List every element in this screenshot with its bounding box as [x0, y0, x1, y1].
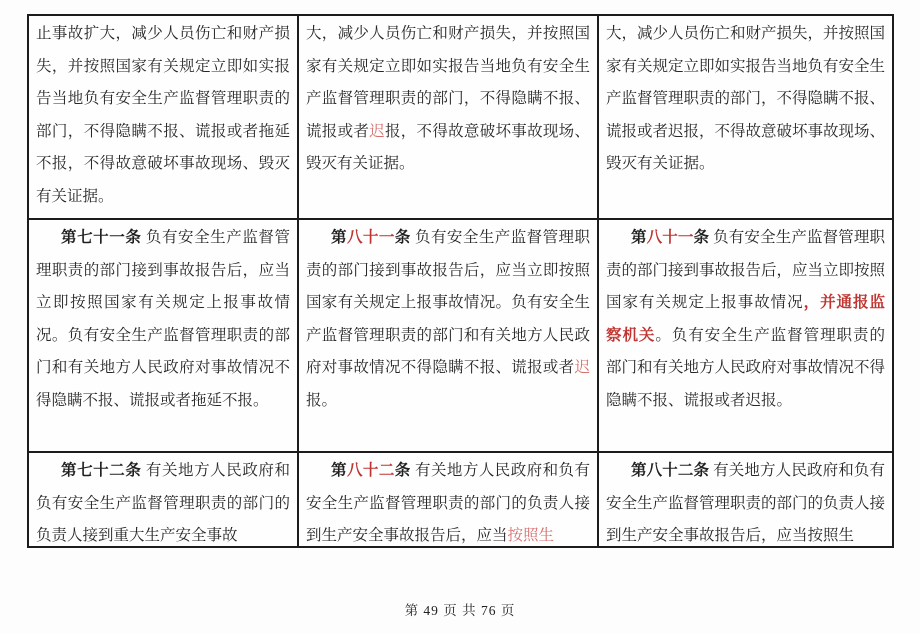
- text-segment: 迟: [574, 359, 590, 376]
- text-segment: 第八十二条: [631, 462, 710, 479]
- text-segment: 负有安全生产监督管理职责的部门接到事故报告后，应当立即按照国家有关规定上报事故情况。负有安全生产监督管理职责的部门和有关地方人民政府对事故情况不得隐瞒不报、谎报或者拖延不报。: [36, 229, 290, 409]
- text-segment: 有关地方人民政府和负有安全生产监督管理职责的部门的负责人接到重大生产安全事故: [36, 462, 290, 544]
- table-cell-r2c2: [299, 220, 597, 451]
- table-cell-r1c3: [599, 16, 892, 218]
- text-segment: 第七十一条: [61, 229, 142, 246]
- text-segment: 止事故扩大，减少人员伤亡和财产损失，并按照国家有关规定立即如实报告当地负有安全生产监督管理职责的部门，不得隐瞒不报、谎报或者拖延不报，不得故意破坏事故现场、毁灭有关证据。: [36, 25, 290, 205]
- text-segment: 有关地方人民政府和负有安全生产监督管理职责的部门的负责人接到生产安全事故报告后，应当按照生: [606, 462, 886, 544]
- table-cell-r3c1: [29, 453, 297, 546]
- table-cell-r2c3: [599, 220, 892, 451]
- text-segment: 第: [331, 462, 347, 479]
- text-segment: 条: [394, 462, 411, 479]
- table-cell-r3c3: [599, 453, 892, 546]
- law-comparison-table: [27, 14, 894, 548]
- text-segment: 第: [331, 229, 347, 246]
- text-segment: 条: [693, 229, 710, 246]
- text-segment: 第七十二条: [61, 462, 142, 479]
- text-segment: 负有安全生产监督管理职责的部门接到事故报告后，应当立即按照国家有关规定上报事故情况。负有安全生产监督管理职责的部门和有关地方人民政府对事故情况不得隐瞒不报、谎报或者: [306, 229, 590, 376]
- text-segment: 大，减少人员伤亡和财产损失，并按照国家有关规定立即如实报告当地负有安全生产监督管理职责的部门，不得隐瞒不报、谎报或者: [306, 25, 590, 140]
- text-segment: 八十一: [346, 229, 395, 246]
- text-segment: 大，减少人员伤亡和财产损失，并按照国家有关规定立即如实报告当地负有安全生产监督管理职责的部门，不得隐瞒不报、谎报或者迟报，不得故意破坏事故现场、毁灭有关证据。: [606, 25, 886, 172]
- text-segment: 负有安全生产监督管理职责的部门接到事故报告后，应当立即按照国家有关规定上报事故情况: [606, 229, 886, 311]
- text-segment: 第: [631, 229, 647, 246]
- text-segment: 报。: [306, 391, 338, 409]
- text-segment: 条: [394, 229, 411, 246]
- text-segment: ，并通报监察机关: [606, 294, 885, 344]
- text-segment: 。负有安全生产监督管理职责的部门和有关地方人民政府对事故情况不得隐瞒不报、谎报或者迟报。: [606, 326, 886, 409]
- text-segment: 八十一: [646, 229, 694, 246]
- text-segment: 迟: [369, 122, 385, 140]
- text-segment: 八十二: [346, 462, 395, 479]
- table-cell-r3c2: [299, 453, 597, 546]
- text-segment: 有关地方人民政府和负有安全生产监督管理职责的部门的负责人接到生产安全事故报告后，应当: [306, 462, 590, 544]
- table-cell-r1c2: [299, 16, 597, 218]
- table-cell-r1c1: [29, 16, 297, 218]
- text-segment: 报，不得故意破坏事故现场、毁灭有关证据。: [306, 122, 590, 172]
- table-cell-r2c1: [29, 220, 297, 451]
- page-number: 第 49 页 共 76 页: [404, 603, 516, 618]
- text-segment: 按照生: [507, 527, 555, 544]
